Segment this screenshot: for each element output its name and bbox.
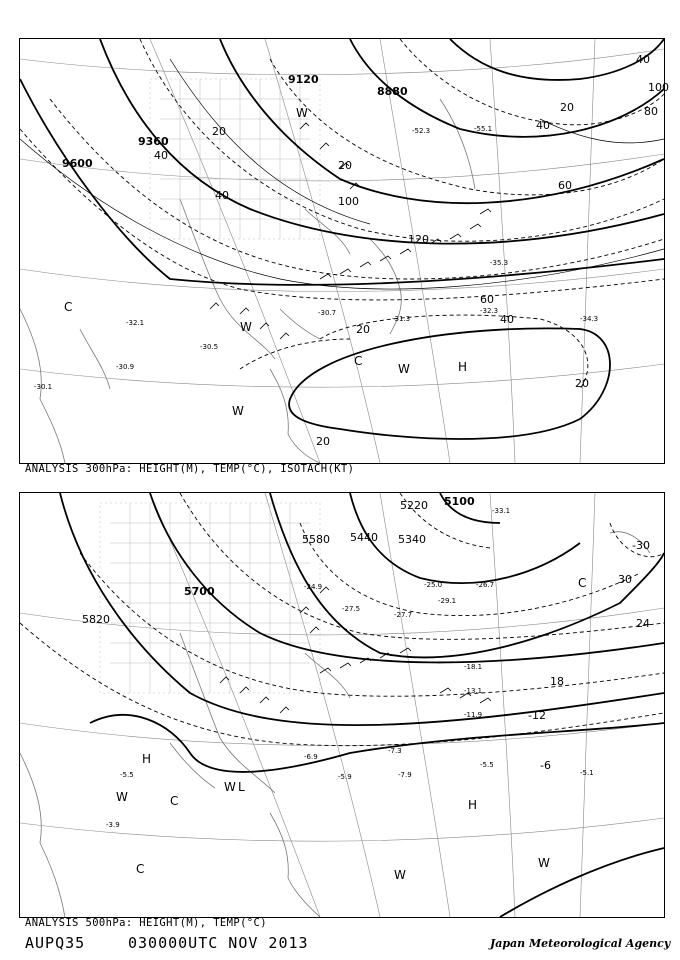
temp-label: -24.9 [304, 583, 323, 591]
isotach-label: 60 [480, 293, 494, 306]
coastlines [20, 99, 475, 463]
height-label: 9120 [288, 73, 319, 86]
center-marker: W [116, 790, 128, 804]
temp-label: -13.1 [464, 687, 483, 695]
temp-label: -31.3 [392, 315, 411, 323]
temp-label: -30.7 [318, 309, 337, 317]
map-500hpa-canvas [20, 493, 664, 917]
isotachs [20, 59, 664, 289]
center-marker: L [238, 780, 245, 794]
temp-label: 24 [636, 617, 650, 630]
temp-label: -18.1 [464, 663, 483, 671]
graticule [20, 493, 664, 917]
height-label: 9600 [62, 157, 93, 170]
map-500hpa [19, 492, 665, 918]
isotach-label: 40 [500, 313, 514, 326]
temp-label: -30 [632, 539, 650, 552]
isotach-label: 40 [636, 53, 650, 66]
height-contours [60, 493, 664, 917]
center-marker: W [224, 780, 236, 794]
caption-500hpa: ANALYSIS 500hPa: HEIGHT(M), TEMP(°C) [25, 917, 267, 929]
height-label: 5340 [398, 533, 426, 546]
height-label: 9360 [138, 135, 169, 148]
temp-label: -52.3 [412, 127, 431, 135]
center-marker: W [538, 856, 550, 870]
temp-label: 30 [618, 573, 632, 586]
height-label: 5440 [350, 531, 378, 544]
height-label: 8880 [377, 85, 408, 98]
temp-label: -6 [540, 759, 551, 772]
isotach-label: 100 [338, 195, 359, 208]
temp-label: -7.3 [388, 747, 402, 755]
temp-label: -3.9 [106, 821, 120, 829]
temp-label: 18 [550, 675, 564, 688]
temp-label: -27.7 [394, 611, 413, 619]
center-marker: C [170, 794, 179, 808]
temp-label: -35.3 [490, 259, 509, 267]
isotach-label: 40 [215, 189, 229, 202]
temp-label: -5.5 [120, 771, 134, 779]
temp-label: -11.9 [464, 711, 483, 719]
isotach-label: 20 [212, 125, 226, 138]
temp-label: -7.9 [398, 771, 412, 779]
isotach-label: 120 [408, 233, 429, 246]
height-label: 5700 [184, 585, 215, 598]
chart-id: AUPQ35 [25, 934, 86, 952]
center-marker: C [64, 300, 73, 314]
center-marker: W [296, 106, 308, 120]
temp-label: -26.7 [476, 581, 495, 589]
temp-label: -33.1 [492, 507, 511, 515]
center-marker: H [458, 360, 468, 374]
center-marker: W [232, 404, 244, 418]
isotach-label: 80 [644, 105, 658, 118]
temp-label: -5.9 [338, 773, 352, 781]
temp-label: -34.3 [580, 315, 599, 323]
temp-label: -5.5 [480, 761, 494, 769]
temp-label: -29.1 [438, 597, 457, 605]
temp-label: -55.1 [474, 125, 493, 133]
isotach-label: 40 [536, 119, 550, 132]
hatch-areas [100, 503, 323, 693]
isotach-label: 60 [558, 179, 572, 192]
temp-label: -32.3 [480, 307, 499, 315]
isotach-label: 40 [154, 149, 168, 162]
temp-label: -5.1 [580, 769, 594, 777]
temp-label: -25.0 [424, 581, 443, 589]
center-marker: C [578, 576, 587, 590]
height-label: 5580 [302, 533, 330, 546]
caption-300hpa: ANALYSIS 300hPa: HEIGHT(M), TEMP(°C), ISOTACH(KT) [25, 463, 355, 475]
isotach-label: 20 [316, 435, 330, 448]
valid-time: 030000UTC NOV 2013 [128, 934, 309, 952]
center-marker: W [394, 868, 406, 882]
temp-label: -12 [528, 709, 546, 722]
temp-label: -6.9 [304, 753, 318, 761]
center-marker: H [468, 798, 478, 812]
temp-label: -30.9 [116, 363, 135, 371]
temp-label: -30.5 [200, 343, 219, 351]
wind-barbs [210, 123, 491, 339]
temp-label: -32.1 [126, 319, 145, 327]
center-marker: H [142, 752, 152, 766]
center-marker: C [354, 354, 363, 368]
center-marker: W [240, 320, 252, 334]
isotach-label: 20 [575, 377, 589, 390]
temp-label: -27.5 [342, 605, 361, 613]
center-marker: W [398, 362, 410, 376]
isotach-label: 100 [648, 81, 669, 94]
isotach-label: 20 [560, 101, 574, 114]
temp-label: -30.1 [34, 383, 53, 391]
height-label: 5100 [444, 495, 475, 508]
agency-name: Japan Meteorological Agency [490, 937, 671, 950]
height-label: 5820 [82, 613, 110, 626]
isotach-label: 20 [338, 159, 352, 172]
isotherms [20, 39, 664, 389]
map-300hpa-canvas [20, 39, 669, 463]
height-label: 5220 [400, 499, 428, 512]
isotach-label: 20 [356, 323, 370, 336]
center-marker: C [136, 862, 145, 876]
map-300hpa [19, 38, 669, 464]
